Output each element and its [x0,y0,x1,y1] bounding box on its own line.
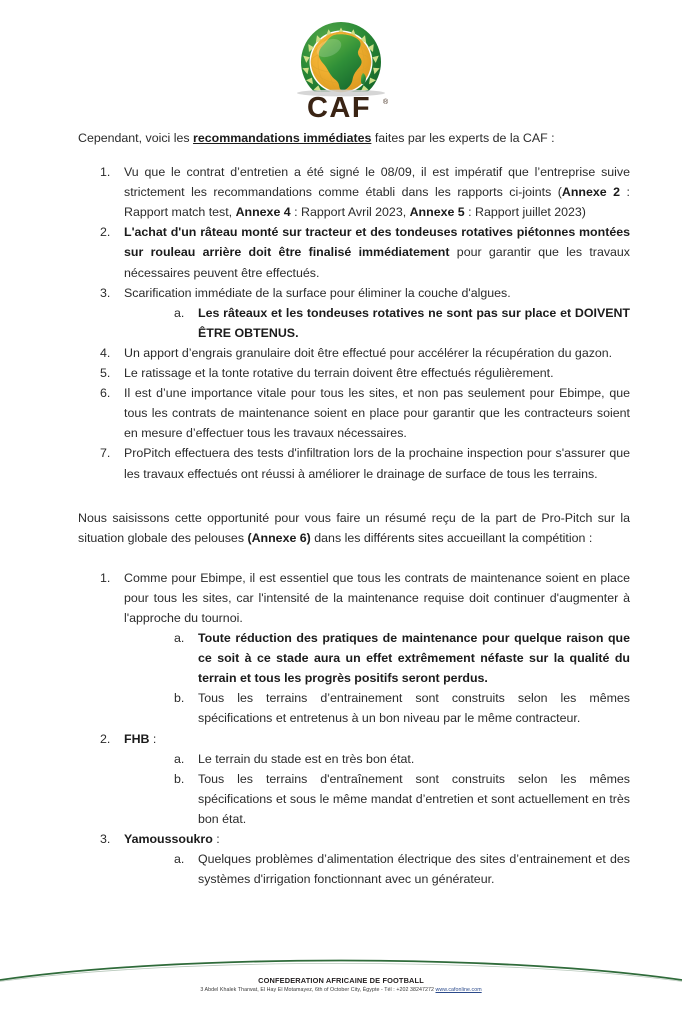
site-item-marker: 2. [100,731,111,746]
recommendations-list [78,162,630,484]
site-sub-0-0-seg-0: Toute réduction des pratiques de maintenance pour quelque raison que ce soit à ce stade aura un effet extrêmement néfaste sur la qualité du terrain et tous les progrès positifs seront perdus. [198,631,630,686]
footer-address [0,987,682,994]
site-subitem-marker: a. [174,631,185,646]
intro-after: faites par les experts de la CAF : [371,131,555,145]
intro-paragraph [78,128,630,148]
footer-title: CONFEDERATION AFRICAINE DE FOOTBALL [258,976,424,985]
recommendation-item-marker: 7. [100,446,111,461]
recommendation-item-marker: 3. [100,285,111,300]
site-sub-1-1-seg-0: Tous les terrains d'entraînement sont construits selon les mêmes spécifications et sous le même mandat d’entretien et sont actuellement en très bon état. [198,771,630,826]
site-subitem-marker: a. [174,751,185,766]
recommendation-item-text [124,283,630,303]
site-subitem [150,849,630,889]
site-sublist [150,849,630,889]
recommendation-item [78,363,630,383]
footer-address-text: 3 Abdel Khalek Tharwat, El Hay El Motamayez, 6th of October City, Égypte - Tél : +202 38247272 [200,987,436,994]
site-item [78,729,630,829]
recommendation-item-0-seg-3: Annexe 4 [235,205,291,220]
site-item-1-seg-1: : [149,731,157,746]
site-item-marker: 1. [100,570,111,585]
caf-logo [279,18,403,120]
svg-text:®: ® [383,99,389,106]
recommendation-item-0-seg-6: : Rapport juillet 2023) [464,205,586,220]
recommendation-item-0-seg-0: Vu que le contrat d’entretien a été signé le 08/09, il est impératif que l’entreprise suive strictement les recommandations comme établi dans les rapports ci-joints ( [124,165,630,200]
site-subitem-text [198,628,630,688]
recommendation-item-2-seg-0: Scarification immédiate de la surface pour éliminer la couche d'algues. [124,285,511,300]
site-sublist [150,749,630,829]
spacer [78,148,630,162]
recommendation-item-marker: 6. [100,386,111,401]
recommendation-item-4-seg-0: Le ratissage et la tonte rotative du terrain doivent être effectués régulièrement. [124,366,554,381]
spacer [78,484,630,508]
document-footer [0,956,682,1024]
site-subitem [150,769,630,829]
site-item-text [124,568,630,628]
recommendation-subitem-marker: a. [174,305,185,320]
intro-before: Cependant, voici les [78,131,194,145]
recommendation-item-marker: 5. [100,366,111,381]
recommendation-item [78,222,630,282]
document-header [0,0,682,128]
recommendation-item [78,162,630,222]
recommendation-sub-2-0-seg-0: Les râteaux et les tondeuses rotatives ne sont pas sur place et DOIVENT ÊTRE OBTENUS. [198,305,630,340]
site-subitem-text [198,688,630,728]
site-sub-1-0-seg-0: Le terrain du stade est en très bon état. [198,751,415,766]
summary-paragraph [78,508,630,548]
document-body [0,128,682,889]
spacer [78,548,630,568]
recommendation-item-text [124,222,630,282]
recommendation-item-text [124,363,630,383]
site-item-text [124,829,630,849]
recommendation-subitem-text [198,303,630,343]
site-sub-2-0-seg-0: Quelques problèmes d’alimentation électrique des sites d’entrainement et des systèmes d'irrigation fonctionnant avec un générateur. [198,852,630,887]
footer-text-block [0,976,682,995]
site-subitem-marker: a. [174,852,185,867]
site-subitem-marker: b. [174,691,185,706]
recommendation-item-3-seg-0: Un apport d’engrais granulaire doit être effectué pour accélérer la récupération du gazon. [124,345,613,360]
site-subitem [150,688,630,728]
site-subitem-group [150,628,630,728]
site-item [78,829,630,889]
recommendation-item [78,283,630,343]
summary-seg-2: dans les différents sites accueillant la compétition : [310,530,593,545]
sites-list [78,568,630,890]
recommendation-item-6-seg-0: ProPitch effectuera des tests d'infiltration lors de la prochaine inspection pour s'assurer que les travaux effectués ont réussi à améliorer le drainage de surface de tous les terrains. [124,446,630,481]
site-subitem-text [198,769,630,829]
logo-globe [311,32,371,92]
site-subitem-group [150,849,630,889]
summary-seg-1: (Annexe 6) [247,530,311,545]
recommendation-item-0-seg-2: : Rapport match test, [124,185,631,220]
site-subitem-marker: b. [174,771,185,786]
recommendation-item [78,383,630,443]
recommendation-item-marker: 1. [100,165,111,180]
site-sub-0-1-seg-0: Tous les terrains d’entrainement sont construits selon les mêmes spécifications et entretenus à un bon niveau par le même contracteur. [198,691,630,726]
site-item-2-seg-1: : [212,832,220,846]
recommendation-item-0-seg-1: Annexe 2 [561,185,621,200]
recommendation-item-marker: 4. [100,345,111,360]
site-item-marker: 3. [100,832,111,846]
recommendation-subitem [150,303,630,343]
site-subitem [150,749,630,769]
recommendation-item [78,443,630,483]
site-subitem [150,628,630,688]
recommendation-item-marker: 2. [100,225,111,240]
site-item-2-seg-0: Yamoussoukro [124,832,213,846]
site-subitem-group [150,749,630,829]
recommendation-item-text [124,162,630,222]
recommendation-item-0-seg-5: Annexe 5 [409,205,465,220]
recommendation-item-text [124,343,630,363]
recommendation-item-text [124,443,630,483]
summary-seg-0: Nous saisissons cette opportunité pour vous faire un résumé reçu de la part de Pro-Pitch sur la situation globale des pelouses [78,510,630,545]
site-item-text [124,729,630,749]
recommendation-item-1-seg-1: pour garantir que les travaux nécessaires peuvent être effectués. [124,245,631,280]
site-item-1-seg-0: FHB [124,731,150,746]
site-subitem-text [198,849,630,889]
recommendation-item-text [124,383,630,443]
recommendation-sublist [150,303,630,343]
recommendation-item-0-seg-4: : Rapport Avril 2023, [290,205,410,220]
svg-text:CAF: CAF [306,92,372,120]
footer-website-link[interactable]: www.cafonline.com [435,987,482,994]
intro-emphasis: recommandations immédiates [193,131,372,145]
recommendation-subitem-group [150,303,630,343]
site-item-0-seg-0: Comme pour Ebimpe, il est essentiel que tous les contrats de maintenance soient en place pour tous les sites, car l'intensité de la maintenance requise doit continuer d'augmenter à l'approche du tournoi. [124,570,630,625]
recommendation-item-5-seg-0: Il est d’une importance vitale pour tous les sites, et non pas seulement pour Ebimpe, que tous les contrats de maintenance soient en place pour garantir que les contracteurs soient en mesure d’effectuer tous les travaux nécessaires. [124,386,630,441]
caf-wordmark [307,92,389,120]
site-subitem-text [198,749,630,769]
site-sublist [150,628,630,728]
site-item [78,568,630,729]
recommendation-item-1-seg-0: L'achat d'un râteau monté sur tracteur et des tondeuses rotatives piétonnes montées sur rouleau arrière doit être finalisé immédiatement [124,225,630,260]
recommendation-item [78,343,630,363]
